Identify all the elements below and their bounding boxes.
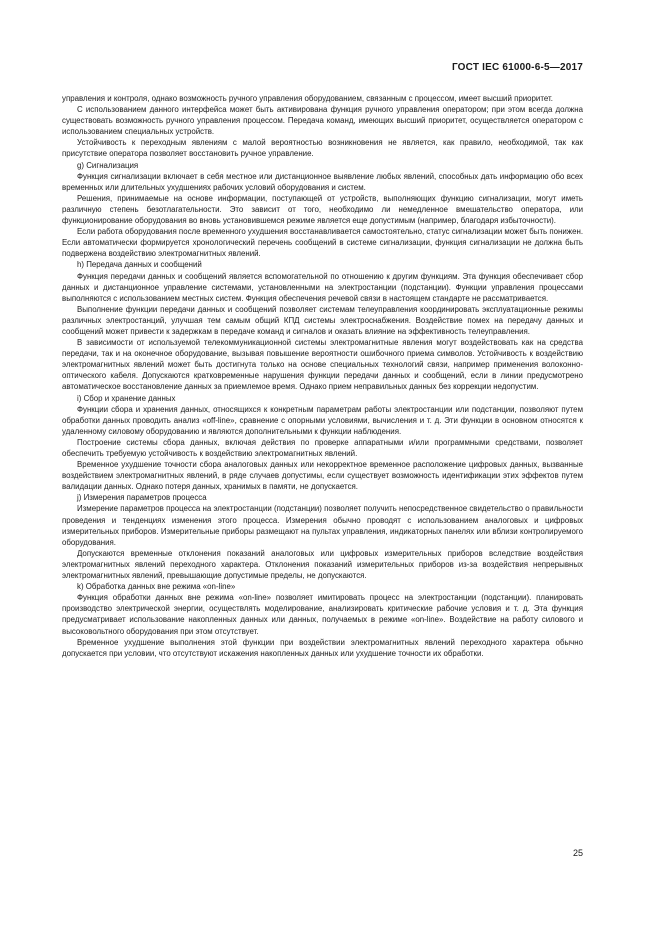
paragraph: Устойчивость к переходным явлениям с малой вероятностью возникновения не является, как правило, необходимой, так как присутствие оператора позволяет восстановить ручное управление. [62, 138, 583, 159]
paragraph: Временное ухудшение выполнения этой функции при воздействии электромагнитных явлений переходного характера обычно допускается при условии, что отсутствуют искажения накопленных данных или ухудшение точности их обработки. [62, 637, 583, 658]
paragraph: Функции сбора и хранения данных, относящихся к конкретным параметрам работы электростанции или подстанции, позволяют путем обработки данных проводить анализ «off-line», сравнение с опорными условиями, вычисления и т. д. Эти функции в основном относятся к удаленному силовому оборудованию и являются дополнительными к функции наблюдения. [62, 404, 583, 436]
section-heading-h: h) Передача данных и сообщений [77, 260, 202, 270]
section-heading-i: i) Сбор и хранение данных [77, 393, 176, 403]
section-heading-j: j) Измерения параметров процесса [77, 493, 207, 503]
paragraph: Функция сигнализации включает в себя местное или дистанционное выявление любых явлений, способных дать информацию обо всех временных или длительных ухудшениях рабочих условий оборудования и систем. [62, 171, 583, 192]
section-heading-k: k) Обработка данных вне режима «on-line» [77, 582, 236, 592]
paragraph: Выполнение функции передачи данных и сообщений позволяет системам телеуправления координировать эксплуатационные режимы различных электростанций, улучшая тем самым общий КПД системы электроснабжения. Воздействие помех на передачу данных и сообщений может привести к задержкам в передаче команд и сигналов и оказать влияние на эффективность телеуправления. [62, 304, 583, 336]
paragraph: Решения, принимаемые на основе информации, поступающей от устройств, выполняющих функцию сигнализации, могут иметь различную степень безотлагательности. Это зависит от того, необходимо ли немедленное вмешательство оператора, или функционирование оборудования во вновь установившемся режиме является еще допустимым (например, благодаря избыточности). [62, 193, 583, 226]
section-heading-g: g) Сигнализация [77, 160, 139, 170]
paragraph: Измерение параметров процесса на электростанции (подстанции) позволяет получить непосредственное свидетельство о правильности проведения и тенденциях изменения этого процесса. Измерения обычно проводят с использованием аналоговых и цифровых измерительных приборов. Измерительные приборы размещают на пультах управления, индикаторных панелях или вблизи контролируемого оборудования. [62, 504, 583, 547]
paragraph: С использованием данного интерфейса может быть активирована функция ручного управления оператором; при этом всегда должна существовать возможность ручного управления процессом. Передача команд, имеющих высший приоритет, осуществляется оператором с использованием специальных устройств. [62, 105, 583, 137]
paragraph: Если работа оборудования после временного ухудшения восстанавливается самостоятельно, статус сигнализации может быть понижен. Если автоматически формируется хронологический перечень сообщений в системе сигнализации, функция сигнализации не должна быть подвержена воздействию электромагнитных явлений. [62, 227, 584, 259]
paragraph: Построение системы сбора данных, включая действия по проверке аппаратными и/или программными средствами, позволяет обеспечить требуемую устойчивость к воздействию электромагнитных явлений. [62, 437, 583, 458]
paragraph: Функция обработки данных вне режима «on-line» позволяет имитировать процесс на электростанции (подстанции). планировать производство электрической энергии, осуществлять моделирование, анализировать критические рабочие условия и т. д. Эта функция предусматривает использование накопленных данных или данных, получаемых в режиме «on-line». Воздействие на работу силового и высоковольтного оборудования при этом отсутствует. [62, 593, 583, 636]
paragraph: управления и контроля, однако возможность ручного управления оборудованием, связанным с процессом, имеет высший приоритет. [62, 94, 553, 103]
paragraph: Временное ухудшение точности сбора аналоговых данных или некорректное временное расположение цифровых данных, вызванные воздействием электромагнитных явлений, в ряде случаев допустимы, если существует возможность идентификации этих эффектов путем валидации данных. Однако потеря данных, хранимых в памяти, не допускается. [62, 460, 583, 492]
paragraph: Допускаются временные отклонения показаний аналоговых или цифровых измерительных приборов вследствие воздействия электромагнитных явлений переходного характера. Отклонения показаний измерительных приборов из-за воздействия непрерывных электромагнитных явлений, превышающие допустимые пределы, не допускаются. [62, 548, 583, 581]
body-text [62, 93, 583, 659]
paragraph: В зависимости от используемой телекоммуникационной системы электромагнитные явления могут воздействовать как на средства передачи, так и на оконечное оборудование, вызывая повышение вероятности ошибочного приема символов. Устойчивость к воздействию электромагнитных явлений может быть достигнута только на основе специальных технологий связи, например применения волоконно-оптического кабеля. Допускаются кратковременные нарушения функции передачи данных и сообщений, если в линии предусмотрено автоматическое восстановление данных за приемлемое время. Однако прием неправильных данных без коррекции недопустим. [62, 338, 583, 392]
paragraph: Функция передачи данных и сообщений является вспомогательной по отношению к другим функциям. Эта функция обеспечивает сбор данных и дистанционное управление системами, установленными на электростанции (подстанции). Функции управления процессами выполняются с использованием местных систем. Функция обеспечения речевой связи в настоящем стандарте не рассматривается. [62, 271, 583, 303]
standard-designation: ГОСТ IEC 61000-6-5—2017 [451, 62, 583, 73]
page-number: 25 [572, 848, 583, 858]
